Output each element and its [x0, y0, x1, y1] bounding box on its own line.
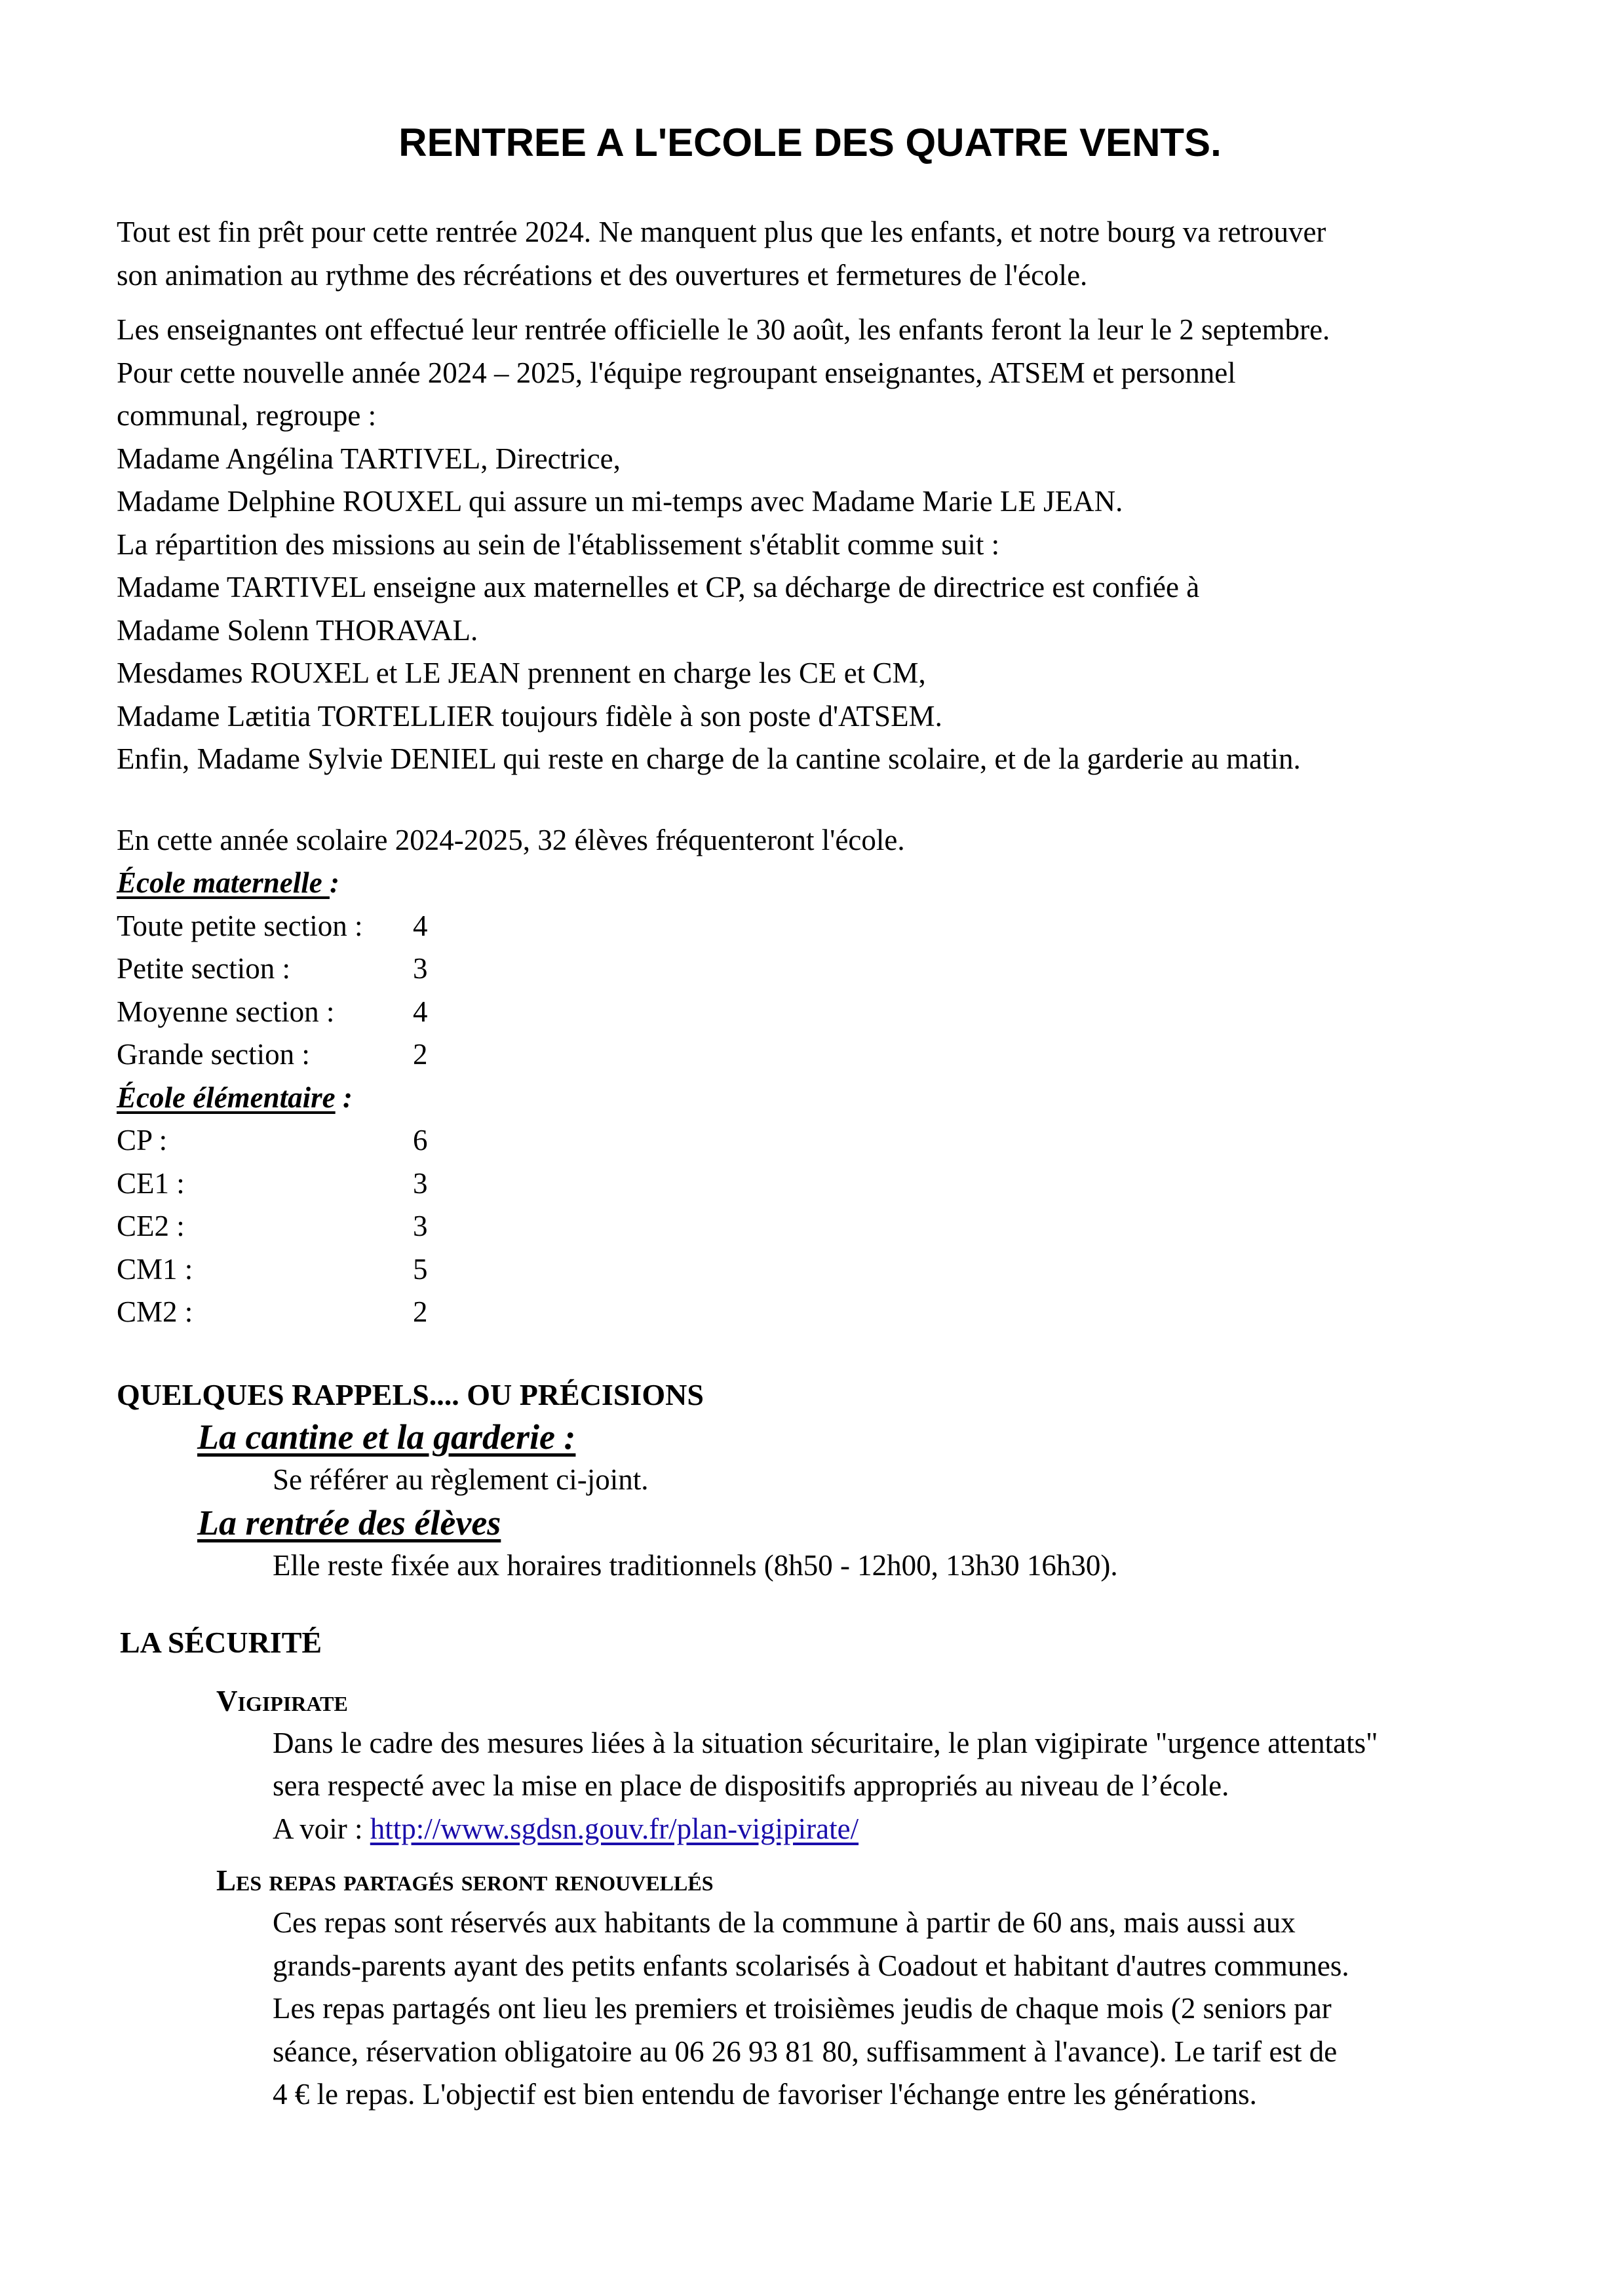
- vigipirate-link-line: [273, 1808, 1526, 1851]
- elementaire-heading: [117, 1077, 1526, 1120]
- row-label: CE2 :: [117, 1210, 185, 1242]
- team-line: Madame Delphine ROUXEL qui assure un mi-temps avec Madame Marie LE JEAN.: [117, 485, 1123, 518]
- repas-title: Les repas partagés seront renouvellés: [216, 1864, 714, 1897]
- vigipirate-line: sera respecté avec la mise en place de dispositifs appropriés au niveau de l’école.: [273, 1769, 1229, 1802]
- repas-line: Ces repas sont réservés aux habitants de la commune à partir de 60 ans, mais aussi aux: [273, 1906, 1296, 1939]
- spacer: [117, 1334, 1526, 1373]
- enrollment-row: [117, 1119, 1526, 1162]
- link-prefix: A voir :: [273, 1812, 370, 1845]
- enrollment-row: [117, 1162, 1526, 1206]
- row-value: 4: [413, 995, 428, 1028]
- enrollment-row: [117, 991, 1526, 1034]
- rentree-text: Elle reste fixée aux horaires traditionnels (8h50 - 12h00, 13h30 16h30).: [273, 1548, 1118, 1582]
- repas-line: grands-parents ayant des petits enfants scolarisés à Coadout et habitant d'autres communes.: [273, 1949, 1349, 1982]
- intro-line: Tout est fin prêt pour cette rentrée 2024. Ne manquent plus que les enfants, et notre bourg va retrouver: [117, 216, 1326, 248]
- document-body: [117, 211, 1526, 2116]
- vigipirate-link[interactable]: http://www.sgdsn.gouv.fr/plan-vigipirate/: [370, 1812, 859, 1845]
- maternelle-heading-text: École maternelle: [117, 866, 330, 899]
- enrollment-row: [117, 947, 1526, 991]
- vigipirate-line: Dans le cadre des mesures liées à la situation sécuritaire, le plan vigipirate "urgence attentats": [273, 1726, 1378, 1759]
- row-label: CP :: [117, 1124, 168, 1157]
- row-value: 4: [413, 909, 428, 942]
- row-label: CE1 :: [117, 1166, 185, 1200]
- team-line: Madame Angélina TARTIVEL, Directrice,: [117, 442, 621, 475]
- row-value: 3: [413, 1166, 428, 1200]
- row-value: 6: [413, 1124, 428, 1157]
- rentree-title: La rentrée des élèves: [197, 1502, 501, 1542]
- page-title: RENTREE A L'ECOLE DES QUATRE VENTS.: [398, 121, 1222, 164]
- enrollment-row: [117, 1033, 1526, 1077]
- row-value: 3: [413, 1210, 428, 1242]
- spacer: [117, 781, 1526, 819]
- spacer: [117, 1850, 1526, 1860]
- team-line: Enfin, Madame Sylvie DENIEL qui reste en charge de la cantine scolaire, et de la garderie au matin.: [117, 742, 1301, 775]
- repas-line: séance, réservation obligatoire au 06 26 93 81 80, suffisamment à l'avance). Le tarif est de: [273, 2035, 1338, 2068]
- enrollment-row: [117, 905, 1526, 948]
- row-label: Grande section :: [117, 1038, 310, 1071]
- enrollment-row: [117, 1248, 1526, 1292]
- vigipirate-title: Vigipirate: [216, 1684, 348, 1717]
- team-line: Les enseignantes ont effectué leur rentrée officielle le 30 août, les enfants feront la leur le 2 septembre.: [117, 313, 1330, 346]
- team-line: Madame TARTIVEL enseigne aux maternelles et CP, sa décharge de directrice est confiée à: [117, 571, 1200, 603]
- team-line: Pour cette nouvelle année 2024 – 2025, l'équipe regroupant enseignantes, ATSEM et personnel: [117, 356, 1236, 389]
- row-value: 5: [413, 1252, 428, 1286]
- securite-heading: LA SÉCURITÉ: [120, 1626, 322, 1659]
- row-label: Toute petite section :: [117, 909, 363, 942]
- team-line: Mesdames ROUXEL et LE JEAN prennent en charge les CE et CM,: [117, 657, 926, 689]
- cantine-text: Se référer au règlement ci-joint.: [273, 1463, 649, 1496]
- cantine-title: La cantine et la garderie :: [197, 1417, 576, 1457]
- team-line: Madame Lætitia TORTELLIER toujours fidèle à son poste d'ATSEM.: [117, 699, 942, 733]
- spacer: [117, 1664, 1526, 1680]
- row-label: Moyenne section :: [117, 995, 335, 1028]
- elementaire-heading-text: École élémentaire: [117, 1081, 336, 1114]
- row-value: 2: [413, 1038, 428, 1071]
- elementaire-heading-colon: :: [335, 1081, 353, 1114]
- repas-line: Les repas partagés ont lieu les premiers et troisièmes jeudis de chaque mois (2 seniors par: [273, 1992, 1332, 2025]
- maternelle-heading-colon: :: [329, 866, 339, 899]
- intro-line: son animation au rythme des récréations et des ouvertures et fermetures de l'école.: [117, 258, 1088, 292]
- enrollment-row: [117, 1205, 1526, 1248]
- maternelle-heading: [117, 862, 1526, 905]
- row-label: CM1 :: [117, 1252, 193, 1286]
- spacer: [117, 1587, 1526, 1621]
- team-line: La répartition des missions au sein de l'établissement s'établit comme suit :: [117, 527, 1000, 561]
- repas-line: 4 € le repas. L'objectif est bien entendu de favoriser l'échange entre les générations.: [273, 2078, 1257, 2111]
- enrollment-row: [117, 1291, 1526, 1334]
- rappels-heading: QUELQUES RAPPELS.... OU PRÉCISIONS: [117, 1377, 704, 1411]
- team-line: communal, regroupe :: [117, 399, 377, 432]
- row-label: Petite section :: [117, 952, 290, 985]
- row-value: 3: [413, 952, 428, 985]
- enrollment-intro: En cette année scolaire 2024-2025, 32 élèves fréquenteront l'école.: [117, 823, 905, 856]
- team-line: Madame Solenn THORAVAL.: [117, 613, 478, 647]
- row-label: CM2 :: [117, 1295, 193, 1328]
- row-value: 2: [413, 1295, 428, 1328]
